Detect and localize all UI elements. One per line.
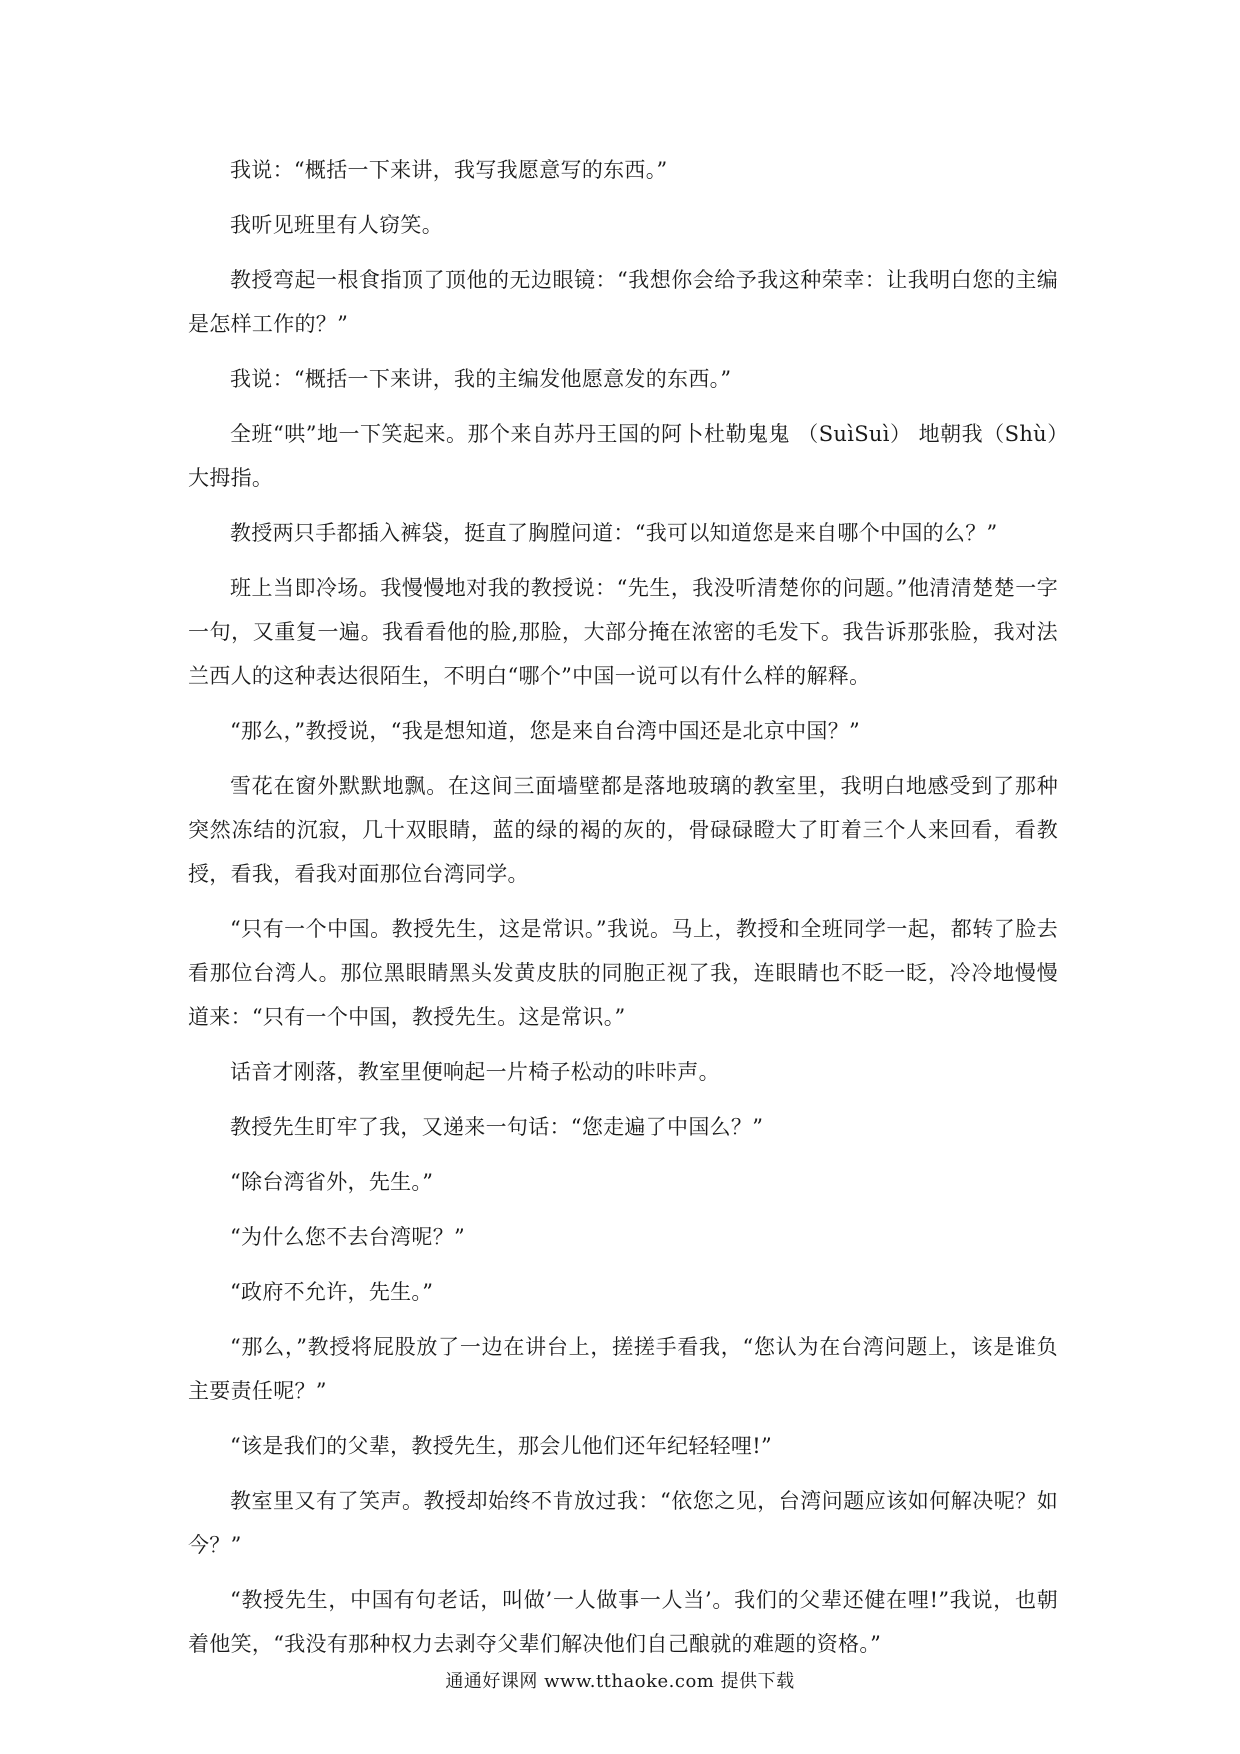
paragraph: 教授两只手都插入裤袋，挺直了胸膛问道：“我可以知道您是来自哪个中国的么？” <box>230 521 998 545</box>
paragraph: “政府不允许，先生。” <box>230 1280 434 1304</box>
paragraph: “教授先生，中国有句老话，叫做’一人做事一人当’。我们的父辈还健在哩!”我说，也朝着他笑，“我没有那种权力去剥夺父辈们解决他们自己酿就的难题的资格。” <box>188 1588 1058 1656</box>
paragraph: 雪花在窗外默默地飘。在这间三面墙壁都是落地玻璃的教室里，我明白地感受到了那种突然冻结的沉寂，几十双眼睛，蓝的绿的褐的灰的，骨碌碌瞪大了盯着三个人来回看，看教授，看我，看我对面那位台湾同学。 <box>188 774 1058 886</box>
paragraph: “为什么您不去台湾呢？” <box>230 1225 466 1249</box>
paragraph: “除台湾省外，先生。” <box>230 1170 434 1194</box>
paragraph: 班上当即冷场。我慢慢地对我的教授说：“先生，我没听清楚你的问题。”他清清楚楚一字一句，又重复一遍。我看看他的脸,那脸，大部分掩在浓密的毛发下。我告诉那张脸，我对法兰西人的这种表达很陌生，不明白“哪个”中国一说可以有什么样的解释。 <box>188 576 1058 688</box>
paragraph: 全班“哄”地一下笑起来。那个来自苏丹王国的阿卜杜勒鬼鬼 （SuìSuì） 地朝我（Shù）大拇指。 <box>188 422 1058 490</box>
paragraph: “该是我们的父辈，教授先生，那会儿他们还年纪轻轻哩!” <box>230 1434 773 1458</box>
paragraph: 教授先生盯牢了我，又递来一句话：“您走遍了中国么？” <box>230 1115 764 1139</box>
paragraph: 我听见班里有人窃笑。 <box>230 213 443 237</box>
page-footer: 通通好课网 www.tthaoke.com 提供下载 <box>445 1671 795 1692</box>
paragraph: 我说：“概括一下来讲，我的主编发他愿意发的东西。” <box>230 367 732 391</box>
paragraph: “那么，”教授将屁股放了一边在讲台上，搓搓手看我，“您认为在台湾问题上，该是谁负主要责任呢？” <box>188 1335 1058 1403</box>
paragraph: “那么，”教授说，“我是想知道，您是来自台湾中国还是北京中国？” <box>230 719 861 743</box>
article-body <box>188 148 1058 1677</box>
paragraph: “只有一个中国。教授先生，这是常识。”我说。马上，教授和全班同学一起，都转了脸去看那位台湾人。那位黑眼睛黑头发黄皮肤的同胞正视了我，连眼睛也不眨一眨，冷冷地慢慢道来：“只有一个中国，教授先生。这是常识。” <box>188 917 1058 1029</box>
paragraph: 我说：“概括一下来讲，我写我愿意写的东西。” <box>230 158 668 182</box>
paragraph: 教室里又有了笑声。教授却始终不肯放过我：“依您之见，台湾问题应该如何解决呢？如今？” <box>188 1489 1058 1557</box>
paragraph: 话音才刚落，教室里便响起一片椅子松动的咔咔声。 <box>230 1060 720 1084</box>
paragraph: 教授弯起一根食指顶了顶他的无边眼镜：“我想你会给予我这种荣幸：让我明白您的主编是怎样工作的？” <box>188 268 1058 336</box>
